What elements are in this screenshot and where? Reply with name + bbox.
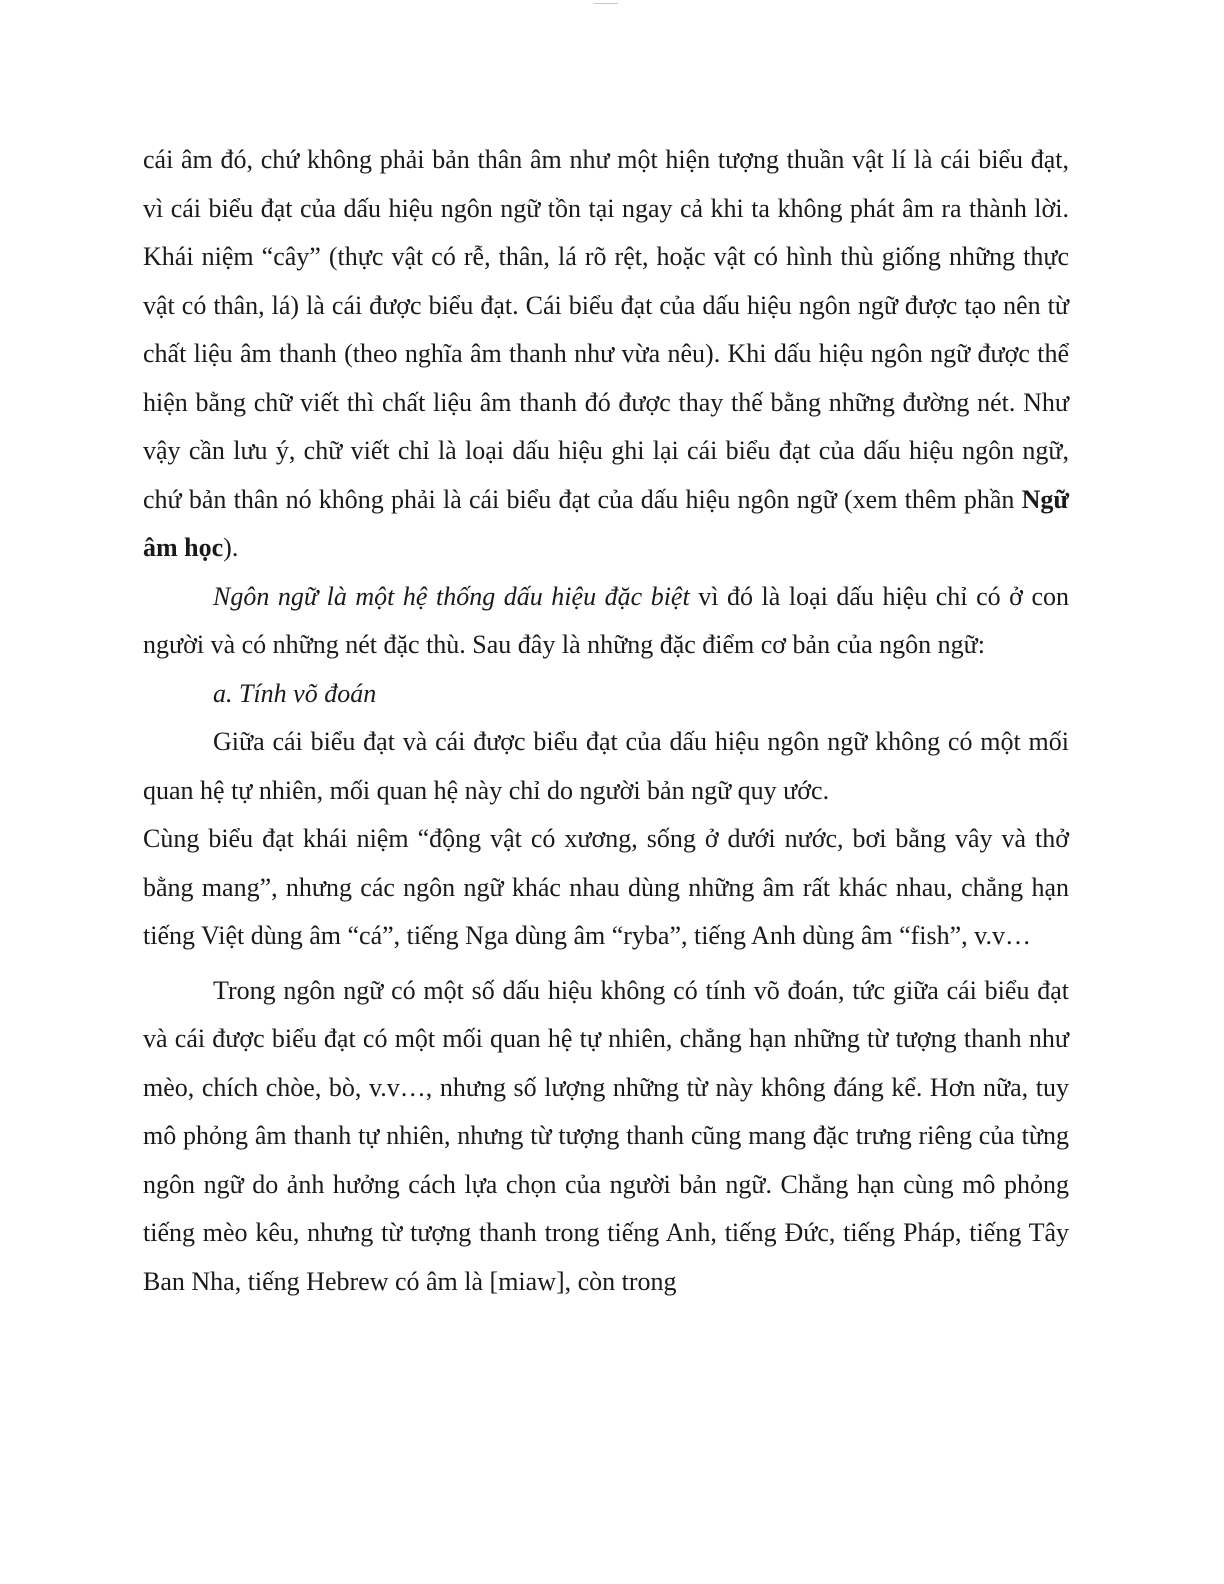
section-heading-arbitrariness: a. Tính võ đoán: [213, 678, 377, 708]
paragraph-special-sign-system: [143, 573, 1069, 670]
paragraph-signifier-text: cái âm đó, chứ không phải bản thân âm như một hiện tượng thuần vật lí là cái biểu đạt, vì cái biểu đạt của dấu hiệu ngôn ngữ tồn tại ngay cả khi ta không phát âm ra thành lời. Khái niệm “cây” (thực vật có rễ, thân, lá rõ rệt, hoặc vật có hình thù giống những thực vật có thân, lá) là cái được biểu đạt. Cái biểu đạt của dấu hiệu ngôn ngữ được tạo nên từ chất liệu âm thanh (theo nghĩa âm thanh như vừa nêu). Khi dấu hiệu ngôn ngữ được thể hiện bằng chữ viết thì chất liệu âm thanh đó được thay thế bằng những đường nét. Như vậy cần lưu ý, chữ viết chỉ là loại dấu hiệu ghi lại cái biểu đạt của dấu hiệu ngôn ngữ, chứ bản thân nó không phải là cái biểu đạt của dấu hiệu ngôn ngữ (xem thêm phần: [143, 145, 1069, 514]
paragraph-signifier: [143, 136, 1069, 573]
document-page: [143, 136, 1069, 1306]
paragraph-arbitrary-relation: Giữa cái biểu đạt và cái được biểu đạt của dấu hiệu ngôn ngữ không có một mối quan hệ tự nhiên, mối quan hệ này chỉ do người bản ngữ quy ước.: [143, 727, 1069, 805]
paragraph-signifier-tail: ).: [223, 533, 239, 562]
paragraph-special-sign-system-text: vì đó là loại dấu hiệu chỉ có ở con người và có những nét đặc thù. Sau đây là những đặc điểm cơ bản của ngôn ngữ:: [143, 581, 1069, 659]
paragraph-onomatopoeia: Trong ngôn ngữ có một số dấu hiệu không có tính võ đoán, tức giữa cái biểu đạt và cái được biểu đạt có một mối quan hệ tự nhiên, chẳng hạn những từ tượng thanh như mèo, chích chòe, bò, v.v…, nhưng số lượng những từ này không đáng kể. Hơn nữa, tuy mô phỏng âm thanh tự nhiên, nhưng từ tượng thanh cũng mang đặc trưng riêng của từng ngôn ngữ do ảnh hưởng cách lựa chọn của người bản ngữ. Chẳng hạn cùng mô phỏng tiếng mèo kêu, nhưng từ tượng thanh trong tiếng Anh, tiếng Đức, tiếng Pháp, tiếng Tây Ban Nha, tiếng Hebrew có âm là [miaw], còn trong: [143, 975, 1069, 1296]
cross-reference-phonetics: Ngữ âm học: [143, 484, 1069, 562]
page-header-mark: [594, 0, 618, 4]
emphasis-special-sign-system: Ngôn ngữ là một hệ thống dấu hiệu đặc biệt: [213, 581, 690, 611]
paragraph-fish-example: Cùng biểu đạt khái niệm “động vật có xương, sống ở dưới nước, bơi bằng vây và thở bằng mang”, nhưng các ngôn ngữ khác nhau dùng những âm rất khác nhau, chẳng hạn tiếng Việt dùng âm “cá”, tiếng Nga dùng âm “ryba”, tiếng Anh dùng âm “fish”, v.v…: [143, 824, 1069, 950]
